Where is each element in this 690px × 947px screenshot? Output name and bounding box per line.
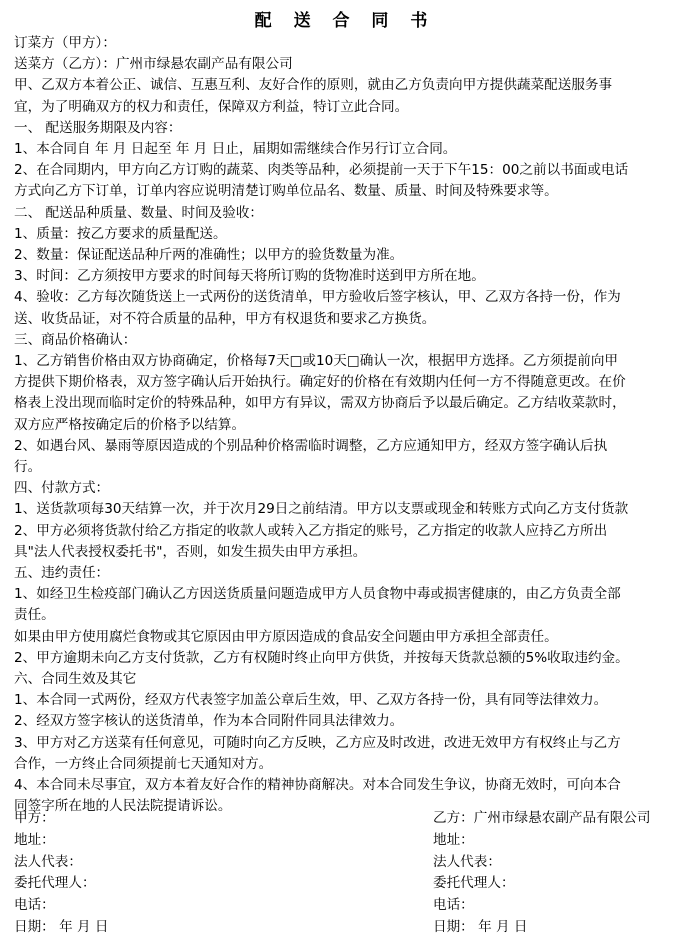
- contract-line: 2、甲方逾期未向乙方支付货款，乙方有权随时终止向甲方供货，并按每天货款总额的5%收取违约金。: [14, 649, 629, 666]
- contract-line: 2、数量：保证配送品种斤两的准确性；以甲方的验货数量为准。: [14, 247, 404, 263]
- signature-left-field: 法人代表：: [14, 853, 82, 870]
- contract-line: 合作，一方终止合同须提前七天通知对方。: [14, 755, 273, 772]
- signature-left-field: 日期： 年 月 日: [14, 919, 109, 935]
- contract-line: 4、本合同未尽事宜，双方本着友好合作的精神协商解决。对本合同发生争议，协商无效时，可向本合: [14, 777, 621, 793]
- contract-line: 2、甲方必须将货款付给乙方指定的收款人或转入乙方指定的账号，乙方指定的收款人应持乙方所出: [14, 522, 608, 539]
- contract-line: 3、甲方对乙方送菜有任何意见，可随时向乙方反映，乙方应及时改进，改进无效甲方有权终止与乙方: [14, 734, 621, 751]
- contract-line: 方式向乙方下订单，订单内容应说明清楚订购单位品名、数量、质量、时间及特殊要求等。: [14, 183, 558, 200]
- contract-line: 甲、乙双方本着公正、诚信、互惠互利、友好合作的原则，就由乙方负责向甲方提供蔬菜配送服务事: [14, 77, 613, 94]
- signature-left-field: 甲方：: [14, 810, 55, 826]
- contract-line: 1、本合同自 年 月 日起至 年 月 日止，届期如需继续合作另行订立合同。: [14, 141, 457, 157]
- contract-line: 具"法人代表授权委托书"，否则，如发生损失由甲方承担。: [14, 543, 367, 560]
- contract-line: 行。: [14, 459, 42, 475]
- contract-line: 2、经双方签字核认的送货清单，作为本合同附件同具法律效力。: [14, 713, 404, 730]
- contract-line: 二、 配送品种质量、数量、时间及验收：: [14, 204, 264, 221]
- contract-line: 宜，为了明确双方的权力和责任，保障双方利益，特订立此合同。: [14, 98, 409, 115]
- contract-line: 三、商品价格确认：: [14, 331, 137, 348]
- signature-left-field: 地址：: [14, 831, 55, 848]
- signature-left-field: 委托代理人：: [14, 875, 96, 892]
- signature-right-field: 法人代表：: [433, 853, 501, 870]
- contract-line: 3、时间：乙方须按甲方要求的时间每天将所订购的货物准时送到甲方所在地。: [14, 268, 485, 285]
- contract-line: 1、送货款项每30天结算一次，并于次月29日之前结清。甲方以支票或现金和转账方式向乙方支付货款: [14, 501, 629, 518]
- contract-line: 同签字所在地的人民法院提请诉讼。: [14, 798, 232, 815]
- contract-line: 格表上没出现而临时定价的特殊品种，如甲方有异议，需双方协商后予以最后确定。乙方结收菜款时，: [14, 395, 626, 412]
- contract-line: 2、在合同期内，甲方向乙方订购的蔬菜、肉类等品种，必须提前一天于下午15：00之前以书面或电话: [14, 162, 629, 179]
- contract-line: 订菜方（甲方）：: [14, 35, 116, 51]
- contract-line: 一、 配送服务期限及内容：: [14, 119, 182, 136]
- signature-right-field: 日期： 年 月 日: [433, 919, 528, 935]
- contract-line: 2、如遇台风、暴雨等原因造成的个别品种价格需临时调整，乙方应通知甲方，经双方签字确认后执: [14, 437, 608, 454]
- contract-line: 责任。: [14, 607, 55, 624]
- contract-line: 四、付款方式：: [14, 480, 110, 497]
- contract-line: 1、乙方销售价格由双方协商确定，价格每7天□或10天□确认一次，根据甲方选择。乙方须提前向甲: [14, 353, 619, 369]
- signature-right-field: 地址：: [433, 831, 474, 848]
- signature-right-field: 乙方：广州市绿悬农副产品有限公司: [433, 810, 651, 826]
- contract-line: 1、质量：按乙方要求的质量配送。: [14, 225, 227, 242]
- contract-line: 送菜方（乙方）：广州市绿悬农副产品有限公司: [14, 56, 293, 73]
- signature-right-field: 委托代理人：: [433, 875, 515, 892]
- contract-line: 4、验收：乙方每次随货送上一式两份的送货清单，甲方验收后签字核认，甲、乙双方各持一份，作为: [14, 289, 621, 306]
- signature-left-field: 电话：: [14, 897, 55, 914]
- document-title: 配 送 合 同 书: [254, 11, 436, 31]
- contract-line: 如果由甲方使用腐烂食物或其它原因由甲方原因造成的食品安全问题由甲方承担全部责任。: [14, 628, 558, 645]
- contract-line: 送、收货品证，对不符合质量的品种，甲方有权退货和要求乙方换货。: [14, 310, 436, 327]
- contract-line: 1、本合同一式两份，经双方代表签字加盖公章后生效，甲、乙双方各持一份，具有同等法律效力。: [14, 692, 608, 709]
- contract-line: 六、合同生效及其它: [14, 671, 137, 687]
- signature-right-field: 电话：: [433, 897, 474, 914]
- contract-line: 1、如经卫生检疫部门确认乙方因送货质量问题造成甲方人员食物中毒或损害健康的，由乙方负责全部: [14, 586, 621, 603]
- contract-line: 五、违约责任：: [14, 565, 110, 581]
- contract-line: 方提供下期价格表，双方签字确认后开始执行。确定好的价格在有效期内任何一方不得随意更改。在价: [14, 374, 626, 391]
- contract-line: 双方应严格按确定后的价格予以结算。: [14, 416, 246, 433]
